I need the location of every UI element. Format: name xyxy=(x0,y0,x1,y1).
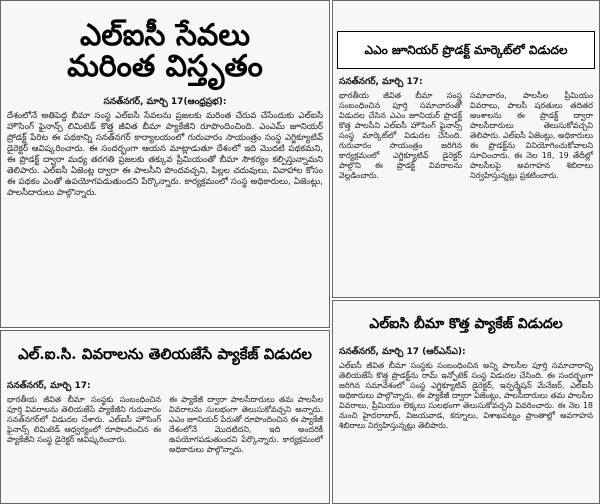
headline-box xyxy=(5,335,325,375)
headline: ఎఎం జూనియర్ ప్రొడక్ట్ మార్కెట్‌లో విడుదల xyxy=(364,42,568,57)
news-clipping-lic-new-package xyxy=(332,300,600,504)
article-column-1: భారతీయ జీవిత బీమా సంస్థ సంబంధించిన పూర్తి సమాచారంతో విడుదల చేసిన ఎఎం జూనియర్ ప్రొడక్ట్ కొత్త పాలసీని ఎల్ఐసీ హౌసింగ్ ఫైనాన్స్ సంస్థ మార్కెట్‌లో విడుదల చేసింది. గురువారం సాయంత్రం జరిగిన కార్యక్రమంలో ఎగ్జిక్యూటివ్ డైరెక్టర్ పాల్గొని ఈ ప్రొడక్ట్ వివరాలను వెల్లడించారు. xyxy=(339,91,462,180)
headline-box xyxy=(337,307,595,341)
dateline: సనత్‌నగర్, మార్చి 17: xyxy=(339,77,423,87)
article-column-1: భారతీయ జీవిత బీమా సంస్థకు సంబంధించిన పూర్తి వివరాలను తెలియజేసే ప్యాకేజీని గురువారం సనత్‌నగర్‌లో విడుదల చేశారు. ఎల్ఐసీ హౌసింగ్ ఫైనాన్స్ లిమిటెడ్ ఆధ్వర్యంలో రూపొందించిన ఈ ప్యాకేజీని సంస్థ డైరెక్టర్ ఆవిష్కరించారు. xyxy=(7,395,161,444)
headline-box xyxy=(337,31,595,69)
headline-line-2: మరింత విస్తృతం xyxy=(67,49,263,84)
article-column-2: సమాచారం, పాలసీల ప్రీమియం వివరాలు, పాలసీ షరతులు తదితర అంశాలను ఈ ప్రొడక్ట్ ద్వారా పాలసీదారులు తెలుసుకోవచ్చని తెలిపారు. ఎల్ఐసీ ఏజెంట్లు, అధికారులు ఈ ప్రొడక్ట్‌ను వినియోగించుకోవాలని సూచించారు. ఈ నెల 18, 19 తేదీల్లో పాలసీలపై అవగాహన శిబిరాలు నిర్వహిస్తున్నట్లు ప్రకటించారు. xyxy=(470,91,593,180)
dateline: సనత్‌నగర్, మార్చి 17 (ఆర్ఎన్ఎ): xyxy=(339,347,466,357)
article-columns xyxy=(339,91,593,298)
news-clipping-lic-package-details xyxy=(0,330,330,504)
dateline: సనత్‌నగర్, మార్చి 17(ఆంధ్రప్రభ): xyxy=(103,97,227,107)
article-body: ఎల్ఐసీ జీవిత బీమా సంస్థకు సంబంధించిన అన్ని పాలసీల పూర్తి సమాచారాన్ని తెలియజేసే కొత్త ప్రొడక్ట్‌ను రామ్ ఇన్ఫోటెక్ సంస్థ విడుదల చేసింది. ఈ సందర్భంగా జరిగిన సమావేశంలో సంస్థ ఎగ్జిక్యూటివ్ డైరెక్టర్, ఇన్ఫర్మేషన్ మేనేజర్, ఎల్ఐసీ అధికారులు పాల్గొన్నారు. ఈ ప్యాకేజీ ద్వారా ఏజెంట్లు, పాలసీదారులు తమ పాలసీల వివరాలు, ప్రీమియం లెక్కలు సులభంగా తెలుసుకోవచ్చని వివరించారు. ఈ నెల 18 నుంచి హైదరాబాద్, విజయవాడ, కర్నూలు, విశాఖపట్నం ప్రాంతాల్లో అవగాహన శిబిరాలు నిర్వహిస్తున్నట్లు తెలిపారు. xyxy=(339,361,593,430)
headline: ఎల్.ఐ.సి. వివరాలను తెలియజేసే ప్యాకేజ్ విడుదల xyxy=(18,345,312,364)
dateline: సనత్‌నగర్, మార్చి 17: xyxy=(7,381,91,391)
article-columns xyxy=(7,395,323,504)
article-body: దేశంలోనే అతిపెద్ద బీమా సంస్థ ఎల్ఐసీ సేవలను ప్రజలకు మరింత చేరువ చేసేందుకు ఎల్ఐసీ హౌసింగ్ ఫైనాన్స్ లిమిటెడ్ కొత్త జీవిత బీమా ప్యాకేజీని రూపొందించింది. ఎంఎమ్ జూనియర్ ప్రోడక్ట్ పేరిట ఈ పథకాన్ని సనత్‌నగర్ కార్యాలయంలో గురువారం సాయంత్రం సంస్థ ఎగ్జిక్యూటివ్ డైరెక్టర్ ఆవిష్కరించారు. ఈ సందర్భంగా ఆయన మాట్లాడుతూ దేశంలో ఇది మొదటి పథకమని, ఈ ప్రొడక్ట్ ద్వారా మధ్య తరగతి ప్రజలకు తక్కువ ప్రీమియంతో బీమా సౌకర్యం కల్పిస్తున్నామని తెలిపారు. ఎల్ఐసీ ఏజెంట్ల ద్వారా ఈ పాలసీని పొందవచ్చని, పిల్లల చదువులు, వివాహాల కోసం ఈ పథకం ఎంతో ఉపయోగపడుతుందని పేర్కొన్నారు. కార్యక్రమంలో సంస్థ అధికారులు, ఏజెంట్లు, పాలసీదారులు పాల్గొన్నారు. xyxy=(7,111,323,198)
headline-box xyxy=(9,7,321,95)
article-column-2: ఈ ప్యాకేజీ ద్వారా పాలసీదారులు తమ పాలసీల వివరాలను సులభంగా తెలుసుకోవచ్చని అన్నారు. ఎఎం జూనియర్ పేరుతో రూపొందించిన ఈ ప్యాకేజీ దేశంలోనే మొదటిదని, ఇది అందరికీ ఉపయోగపడుతుందని పేర్కొన్నారు. కార్యక్రమంలో అధికారులు పాల్గొన్నారు. xyxy=(169,395,323,454)
news-clipping-lic-services xyxy=(0,0,330,328)
headline-line-1: ఎల్ఐసీ సేవలు xyxy=(80,17,250,53)
headline: ఎల్ఐసి బీమా కొత్త ప్యాకేజ్ విడుదల xyxy=(369,315,563,332)
news-clipping-am-junior-product xyxy=(332,0,600,298)
